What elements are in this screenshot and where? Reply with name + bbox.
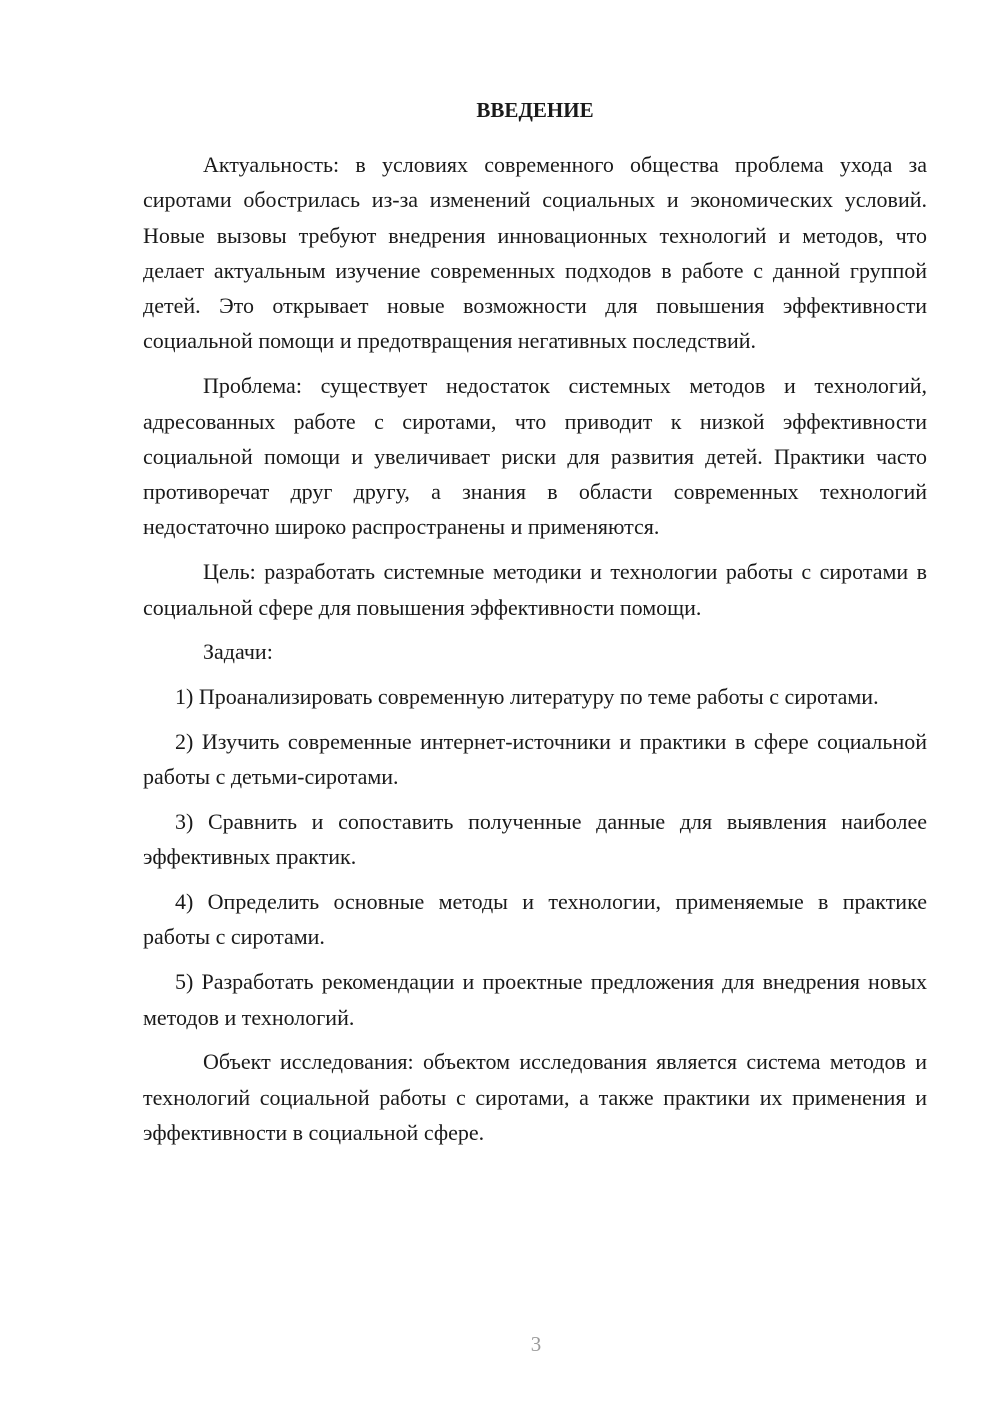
paragraph-goal: Цель: разработать системные методики и технологии работы с сиротами в социальной сфере для повышения эффективности помощи. <box>143 559 927 620</box>
paragraph-relevance: Актуальность: в условиях современного общества проблема ухода за сиротами обострилась из-за изменений социальных и экономических условий. Новые вызовы требуют внедрения инновационных технологий и методов, что делает актуальным изучение современных подходов в работе с данной группой детей. Это открывает новые возможности для повышения эффективности социальной помощи и предотвращения негативных последствий. <box>143 152 927 354</box>
task-item-1: 1) Проанализировать современную литературу по теме работы с сиротами. <box>175 684 879 710</box>
paragraph-problem: Проблема: существует недостаток системных методов и технологий, адресованных работе с сиротами, что приводит к низкой эффективности социальной помощи и увеличивает риски для развития детей. Практики часто противоречат друг другу, а знания в области современных технологий недостаточно широко распространены и применяются. <box>143 373 927 540</box>
page-number: 3 <box>530 1332 542 1356</box>
task-item-4: 4) Определить основные методы и технологии, применяемые в практике работы с сиротами. <box>143 889 927 950</box>
task-item-5: 5) Разработать рекомендации и проектные предложения для внедрения новых методов и технологий. <box>143 969 927 1030</box>
task-item-2: 2) Изучить современные интернет-источники и практики в сфере социальной работы с детьми-сиротами. <box>143 728 927 790</box>
section-title: ВВЕДЕНИЕ <box>476 98 594 122</box>
tasks-label: Задачи: <box>203 639 273 665</box>
page-content <box>143 95 927 1160</box>
task-item-3: 3) Сравнить и сопоставить полученные данные для выявления наиболее эффективных практик. <box>143 809 927 870</box>
paragraph-object: Объект исследования: объектом исследования является система методов и технологий социальной работы с сиротами, а также практики их применения и эффективности в социальной сфере. <box>143 1049 927 1145</box>
